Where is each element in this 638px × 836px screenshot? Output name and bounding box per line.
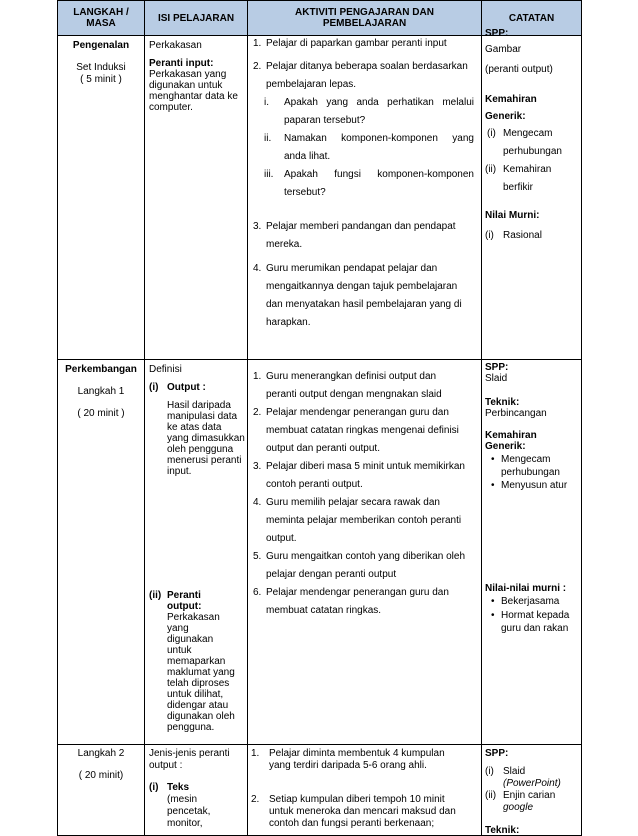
notes-teknik-label: Teknik: xyxy=(485,825,520,836)
notes-bullet-item: • Hormat kepada xyxy=(501,610,569,621)
question-text: tersebut? xyxy=(284,187,326,198)
cell-langkah xyxy=(58,36,145,360)
activity-number: 2. xyxy=(253,61,262,72)
notes-text: perhubungan xyxy=(503,146,562,157)
activity-text: Pelajar ditanya beberapa soalan berdasarkan xyxy=(266,61,468,72)
isi-subtitle: Teks xyxy=(167,782,190,793)
cell-aktiviti xyxy=(248,745,482,836)
step-time: ( 20 minit ) xyxy=(77,408,125,419)
cell-aktiviti xyxy=(248,36,482,360)
step-sub: Langkah 2 xyxy=(77,748,125,759)
header-langkah-masa: LANGKAH / MASA xyxy=(58,1,145,36)
isi-title: Perkakasan xyxy=(149,40,202,51)
isi-description: Perkakasan yang digunakan untuk menghantar data ke computer. xyxy=(149,69,238,113)
activity-text: Guru menerangkan definisi output dan xyxy=(266,371,437,382)
cell-isi xyxy=(145,360,248,745)
notes-number: (ii) xyxy=(485,164,497,175)
notes-number: (ii) xyxy=(485,790,497,801)
notes-bullet-item: • Bekerjasama xyxy=(501,596,559,607)
question-number: ii. xyxy=(264,133,272,144)
activity-text: output dan peranti output. xyxy=(266,443,380,454)
notes-text: Kemahiran xyxy=(503,164,552,175)
isi-subtitle: Output : xyxy=(167,382,206,393)
activity-text: yang terdiri daripada 5-6 orang ahli. xyxy=(269,760,427,771)
cell-langkah xyxy=(58,360,145,745)
notes-number: (i) xyxy=(485,230,494,241)
cell-catatan xyxy=(482,360,582,745)
activity-text: output. xyxy=(266,533,297,544)
cell-langkah xyxy=(58,745,145,836)
activity-text: Pelajar mendengar penerangan guru dan xyxy=(266,407,449,418)
notes-teknik-label: Teknik: xyxy=(485,397,520,408)
activity-text: pembelajaran lepas. xyxy=(266,79,357,90)
isi-description: Perkakasan yang digunakan untuk memaparkan maklumat yang telah diproses untuk dilihat, didengar atau digunakan oleh pengguna. xyxy=(167,612,235,733)
notes-spp-label: SPP: xyxy=(485,362,509,373)
question-text: Apakah fungsi komponen-komponen xyxy=(284,169,474,180)
question-text: Apakah yang anda perhatikan melalui xyxy=(284,97,474,108)
row-perkembangan xyxy=(58,360,582,745)
isi-title: Definisi xyxy=(149,364,182,375)
notes-kemahiran-label: Generik: xyxy=(485,441,526,452)
lesson-plan-table xyxy=(57,0,582,836)
activity-text: contoh dan fungsi peranti berkenaan; xyxy=(269,818,435,829)
activity-text: membuat catatan ringkas mengenai definisi xyxy=(266,425,459,436)
cell-catatan xyxy=(482,745,582,836)
notes-text: Slaid xyxy=(485,373,508,384)
notes-number: (i) xyxy=(487,128,496,139)
activity-text: Pelajar mendengar penerangan guru dan xyxy=(266,587,449,598)
isi-title: output : xyxy=(149,760,183,771)
cell-isi xyxy=(145,36,248,360)
notes-text: Slaid xyxy=(503,766,526,777)
activity-number: 1. xyxy=(253,371,262,382)
notes-text: Perbincangan xyxy=(485,408,547,419)
step-sub: Set Induksi xyxy=(76,62,126,73)
notes-nilai-label: Nilai-nilai murni : xyxy=(485,583,567,594)
step-title: Pengenalan xyxy=(72,40,130,51)
header-aktiviti: AKTIVITI PENGAJARAN DAN PEMBELAJARAN xyxy=(248,1,482,36)
activity-text: meminta pelajar memberikan contoh peranti xyxy=(266,515,462,526)
activity-text: Pelajar memberi pandangan dan pendapat xyxy=(266,221,456,232)
activity-text: untuk meneroka dan mencari maksud dan xyxy=(269,806,456,817)
activity-text: Setiap kumpulan diberi tempoh 10 minit xyxy=(269,794,445,805)
activity-number: 1. xyxy=(251,748,260,759)
activity-number: 2. xyxy=(251,794,260,805)
notes-text: google xyxy=(503,802,534,813)
activity-number: 5. xyxy=(253,551,262,562)
activity-text: harapkan. xyxy=(266,317,311,328)
isi-description: Hasil daripada manipulasi data ke atas data yang dimasukkan oleh pengguna menerusi peranti input. xyxy=(167,400,245,477)
notes-kemahiran-label: Kemahiran xyxy=(485,94,537,105)
isi-subtitle: Peranti input: xyxy=(149,58,214,69)
notes-text: Gambar xyxy=(485,44,522,55)
notes-text: Mengecam xyxy=(503,128,553,139)
isi-description: (mesin xyxy=(167,794,198,805)
activity-text: membuat catatan ringkas. xyxy=(266,605,382,616)
notes-number: (i) xyxy=(485,766,494,777)
notes-text: Rasional xyxy=(503,230,542,241)
question-number: iii. xyxy=(264,169,274,180)
activity-text: pelajar dengan peranti output xyxy=(266,569,397,580)
isi-subtitle: Peranti output: xyxy=(167,590,202,612)
notes-spp-label: SPP: xyxy=(485,28,509,39)
isi-title: Jenis-jenis peranti xyxy=(149,748,230,759)
step-sub: Langkah 1 xyxy=(77,386,125,397)
question-text: paparan tersebut? xyxy=(284,115,366,126)
activity-text: Pelajar diminta membentuk 4 kumpulan xyxy=(269,748,445,759)
activity-number: 2. xyxy=(253,407,262,418)
header-isi-pelajaran: ISI PELAJARAN xyxy=(145,1,248,36)
activity-number: 4. xyxy=(253,263,262,274)
activity-text: peranti output dengan mengnakan slaid xyxy=(266,389,442,400)
activity-text: Guru merumikan pendapat pelajar dan xyxy=(266,263,438,274)
activity-number: 3. xyxy=(253,461,262,472)
notes-bullet-item: • Menyusun atur xyxy=(501,480,567,491)
step-title: Perkembangan xyxy=(65,364,137,375)
activity-text: mereka. xyxy=(266,239,303,250)
step-time: ( 20 minit) xyxy=(78,770,124,781)
isi-number: (ii) xyxy=(149,590,162,601)
notes-kemahiran-label: Generik: xyxy=(485,111,526,122)
notes-text: berfikir xyxy=(503,182,534,193)
question-text: anda lihat. xyxy=(284,151,331,162)
header-catatan: CATATAN xyxy=(482,1,582,36)
notes-text: (PowerPoint) xyxy=(503,778,561,789)
isi-number: (i) xyxy=(149,782,159,793)
question-number: i. xyxy=(264,97,269,108)
notes-text: guru dan rakan xyxy=(501,623,569,634)
isi-description: monitor, xyxy=(167,818,203,829)
isi-number: (i) xyxy=(149,382,159,393)
step-time: ( 5 minit ) xyxy=(80,74,122,85)
row-langkah-2 xyxy=(58,745,582,836)
cell-isi xyxy=(145,745,248,836)
activity-text: Guru memilih pelajar secara rawak dan xyxy=(266,497,440,508)
activity-number: 3. xyxy=(253,221,262,232)
row-pengenalan xyxy=(58,36,582,360)
activity-number: 4. xyxy=(253,497,262,508)
activity-text: Pelajar diberi masa 5 minit untuk memikirkan xyxy=(266,461,465,472)
notes-bullet-item: • Mengecam xyxy=(501,454,550,465)
activity-text: dan menyatakan hasil pembelajaran yang di xyxy=(266,299,462,310)
notes-spp-label: SPP: xyxy=(485,748,509,759)
notes-text: (peranti output) xyxy=(485,64,553,75)
question-text: Namakan komponen-komponen yang xyxy=(284,133,474,144)
activity-text: Guru mengaitkan contoh yang diberikan oleh xyxy=(266,551,466,562)
activity-text: mengaitkannya dengan tajuk pembelajaran xyxy=(266,281,458,292)
isi-description: pencetak, xyxy=(167,806,211,817)
notes-text: Enjin carian xyxy=(503,790,556,801)
activity-number: 1. xyxy=(253,38,262,49)
cell-catatan xyxy=(482,28,582,360)
notes-text: perhubungan xyxy=(501,467,560,478)
activity-text: Pelajar di paparkan gambar peranti input xyxy=(266,38,447,49)
notes-nilai-label: Nilai Murni: xyxy=(485,210,540,221)
activity-number: 6. xyxy=(253,587,262,598)
activity-text: contoh peranti output. xyxy=(266,479,363,490)
notes-kemahiran-label: Kemahiran xyxy=(485,430,537,441)
cell-aktiviti xyxy=(248,360,482,745)
